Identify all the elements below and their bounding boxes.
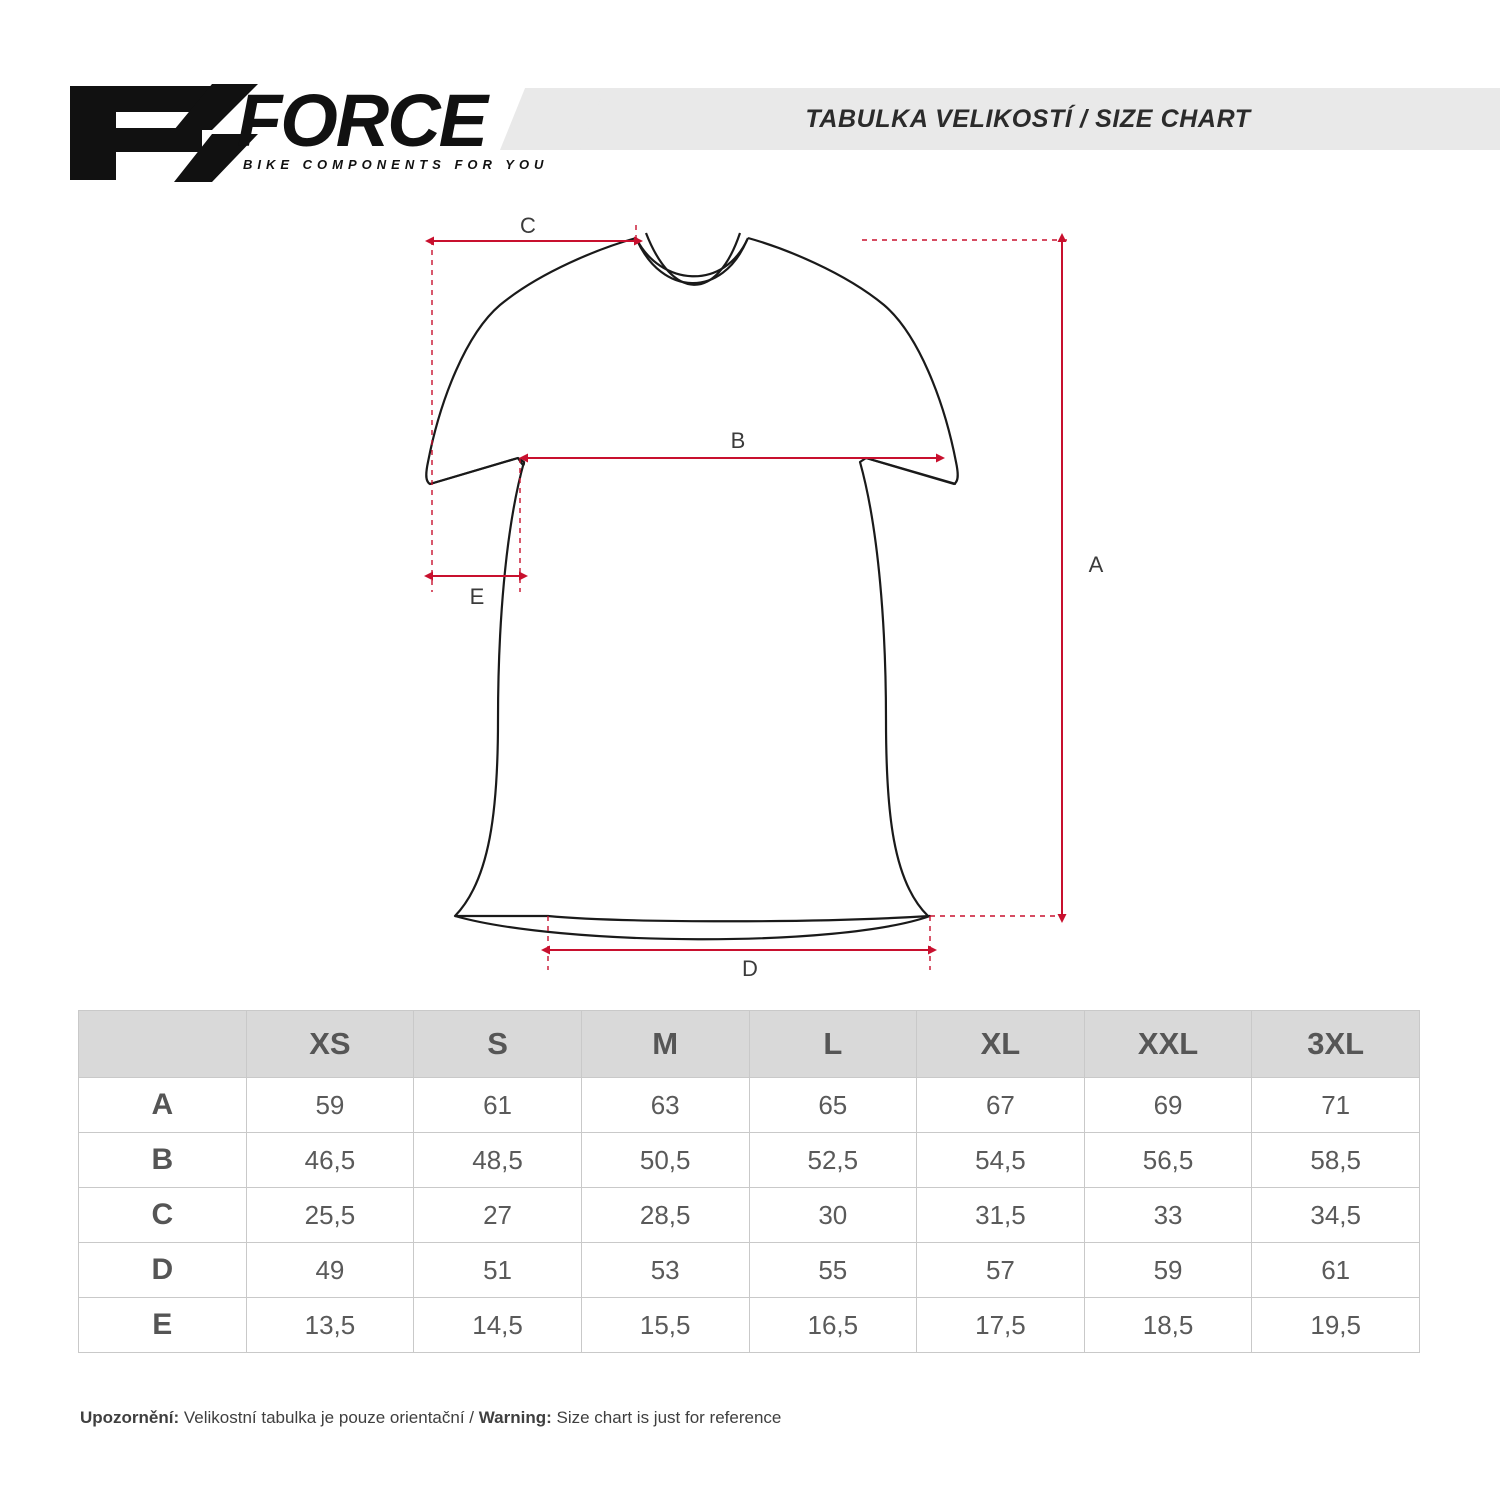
table-cell: 53 [581, 1243, 749, 1298]
table-row-label: A [79, 1078, 247, 1133]
table-cell: 69 [1084, 1078, 1252, 1133]
table-col-header: XXL [1084, 1011, 1252, 1078]
table-col-header: XL [917, 1011, 1085, 1078]
dimension-label-c: C [520, 213, 536, 238]
table-cell: 17,5 [917, 1298, 1085, 1353]
table-cell: 54,5 [917, 1133, 1085, 1188]
size-chart-table-wrapper [78, 1010, 1420, 1353]
table-cell: 16,5 [749, 1298, 917, 1353]
table-corner-cell [79, 1011, 247, 1078]
table-cell: 57 [917, 1243, 1085, 1298]
table-col-header: S [414, 1011, 582, 1078]
table-cell: 31,5 [917, 1188, 1085, 1243]
logo-wordmark: FORCE [237, 79, 486, 162]
table-cell: 59 [246, 1078, 414, 1133]
dimension-label-d: D [742, 956, 758, 981]
table-row [79, 1243, 1420, 1298]
warning-text-en: Size chart is just for reference [551, 1408, 782, 1427]
table-col-header: 3XL [1252, 1011, 1420, 1078]
warning-label-cz: Upozornění: [80, 1408, 180, 1427]
table-cell: 63 [581, 1078, 749, 1133]
table-cell: 61 [1252, 1243, 1420, 1298]
table-row [79, 1133, 1420, 1188]
table-col-header: XS [246, 1011, 414, 1078]
table-cell: 50,5 [581, 1133, 749, 1188]
garment-diagram [0, 200, 1500, 1000]
table-cell: 13,5 [246, 1298, 414, 1353]
table-cell: 28,5 [581, 1188, 749, 1243]
table-header-row [79, 1011, 1420, 1078]
table-cell: 59 [1084, 1243, 1252, 1298]
table-cell: 71 [1252, 1078, 1420, 1133]
table-row-label: B [79, 1133, 247, 1188]
warning-text-cz: Velikostní tabulka je pouze orientační / [179, 1408, 479, 1427]
table-row [79, 1078, 1420, 1133]
table-cell: 56,5 [1084, 1133, 1252, 1188]
warning-label-en: Warning: [478, 1408, 552, 1427]
table-cell: 27 [414, 1188, 582, 1243]
dimension-label-b: B [730, 428, 746, 453]
size-chart-table [78, 1010, 1420, 1353]
table-cell: 18,5 [1084, 1298, 1252, 1353]
table-cell: 51 [414, 1243, 582, 1298]
table-row-label: D [79, 1243, 247, 1298]
table-cell: 58,5 [1252, 1133, 1420, 1188]
table-cell: 55 [749, 1243, 917, 1298]
garment-diagram-svg [0, 200, 1500, 1000]
table-cell: 65 [749, 1078, 917, 1133]
page-title: TABULKA VELIKOSTÍ / SIZE CHART [805, 104, 1251, 133]
measure-guides [432, 224, 1070, 970]
page-header [0, 0, 1500, 215]
dimension-lines [433, 241, 1062, 950]
table-cell: 61 [414, 1078, 582, 1133]
tshirt-outline [426, 233, 957, 939]
table-cell: 49 [246, 1243, 414, 1298]
table-cell: 25,5 [246, 1188, 414, 1243]
table-cell: 48,5 [414, 1133, 582, 1188]
table-row-label: E [79, 1298, 247, 1353]
table-cell: 34,5 [1252, 1188, 1420, 1243]
dimension-label-e: E [469, 584, 485, 609]
table-cell: 30 [749, 1188, 917, 1243]
table-row-label: C [79, 1188, 247, 1243]
table-cell: 46,5 [246, 1133, 414, 1188]
table-col-header: L [749, 1011, 917, 1078]
table-row [79, 1188, 1420, 1243]
table-row [79, 1298, 1420, 1353]
logo-tagline: BIKE COMPONENTS FOR YOU [243, 157, 549, 172]
table-cell: 19,5 [1252, 1298, 1420, 1353]
table-cell: 15,5 [581, 1298, 749, 1353]
table-cell: 33 [1084, 1188, 1252, 1243]
dimension-label-a: A [1088, 552, 1104, 577]
footer-disclaimer [80, 1408, 1420, 1428]
table-col-header: M [581, 1011, 749, 1078]
table-cell: 67 [917, 1078, 1085, 1133]
table-cell: 14,5 [414, 1298, 582, 1353]
table-cell: 52,5 [749, 1133, 917, 1188]
